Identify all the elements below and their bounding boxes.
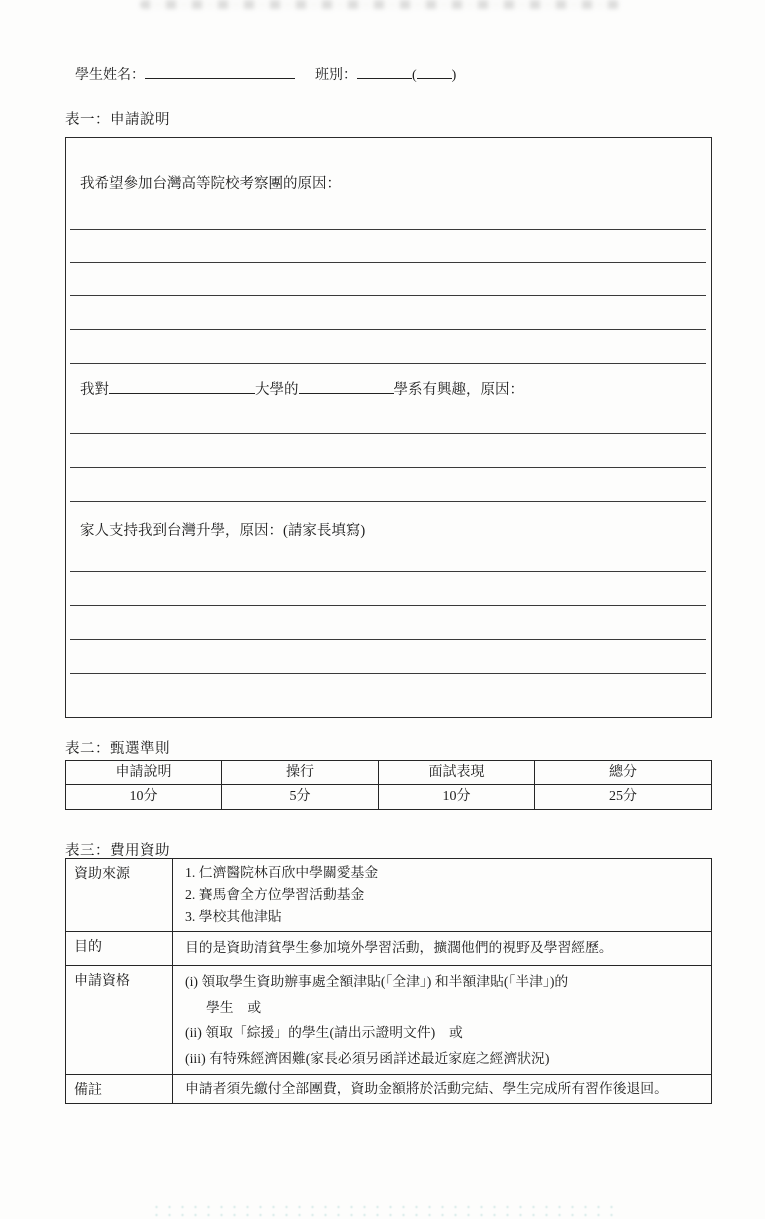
criteria-header-interview: 面試表現 — [379, 761, 535, 785]
eligibility-line: (ii) 領取「綜援」的學生(請出示證明文件) 或 — [185, 1025, 463, 1040]
student-name-blank — [145, 64, 295, 79]
selection-criteria-table — [65, 760, 712, 810]
row-purpose — [66, 932, 711, 966]
funding-source-item: 3. 學校其他津貼 — [185, 909, 282, 924]
prompt-family-support: 家人支持我到台灣升學，原因：(請家長填寫) — [80, 523, 366, 539]
writing-line — [70, 262, 706, 263]
scan-artifact-top — [140, 0, 620, 9]
class-number-blank — [417, 64, 452, 79]
writing-line — [70, 501, 706, 502]
criteria-value-conduct: 5分 — [222, 785, 379, 809]
writing-line — [70, 295, 706, 296]
eligibility-line: (i) 領取學生資助辦事處全額津貼(「全津」) 和半額津貼(「半津」)的 — [185, 974, 569, 989]
row-funding-source — [66, 859, 711, 932]
prompt-interest — [80, 378, 524, 399]
writing-line — [70, 571, 706, 572]
purpose-label: 目的 — [66, 932, 173, 965]
writing-line — [70, 363, 706, 364]
eligibility-line: (iii) 有特殊經濟困難(家長必須另函詳述最近家庭之經濟狀況) — [185, 1050, 550, 1066]
table3-title: 表三：費用資助 — [65, 843, 170, 859]
criteria-value-application: 10分 — [66, 785, 222, 809]
writing-line — [70, 329, 706, 330]
student-name-field — [75, 64, 295, 84]
writing-line — [70, 229, 706, 230]
class-paren-open: ( — [412, 68, 417, 83]
table2-title: 表二：甄選準則 — [65, 741, 170, 757]
writing-line — [70, 639, 706, 640]
prompt-interest-mid: 大學的 — [255, 382, 299, 398]
prompt-interest-suffix: 學系有興趣，原因： — [393, 382, 524, 398]
criteria-value-interview: 10分 — [379, 785, 535, 809]
criteria-header-conduct: 操行 — [222, 761, 379, 785]
class-label: 班別： — [315, 68, 357, 83]
funding-source-label: 資助來源 — [66, 859, 173, 931]
writing-line — [70, 433, 706, 434]
row-eligibility — [66, 966, 711, 1075]
class-field — [315, 64, 456, 84]
eligibility-line: 學生 或 — [206, 999, 262, 1015]
criteria-header-application: 申請說明 — [66, 761, 222, 785]
table1-title: 表一：申請說明 — [65, 112, 170, 128]
purpose-text: 目的是資助清貧學生參加境外學習活動，擴濶他們的視野及學習經歷。 — [185, 940, 613, 955]
funding-source-item: 1. 仁濟醫院林百欣中學關愛基金 — [185, 865, 379, 880]
class-blank — [357, 64, 412, 79]
prompt-tour-reason: 我希望參加台灣高等院校考察團的原因： — [80, 176, 341, 192]
writing-line — [70, 673, 706, 674]
row-remarks — [66, 1075, 711, 1103]
eligibility-content — [173, 966, 711, 1074]
application-statement-box — [65, 137, 712, 718]
remarks-text: 申請者須先繳付全部團費，資助金額將於活動完結、學生完成所有習作後退回。 — [185, 1081, 668, 1096]
writing-line — [70, 605, 706, 606]
remarks-label: 備註 — [66, 1075, 173, 1103]
criteria-value-total: 25分 — [609, 789, 637, 804]
scan-artifact-bottom — [150, 1203, 620, 1217]
interest-university-blank — [109, 379, 255, 395]
criteria-header-total: 總分 — [535, 761, 711, 785]
funding-source-content — [173, 859, 711, 931]
class-paren-close: ) — [451, 68, 457, 83]
interest-department-blank — [299, 379, 394, 395]
prompt-interest-prefix: 我對 — [80, 382, 109, 398]
funding-source-item: 2. 賽馬會全方位學習活動基金 — [185, 887, 365, 902]
fee-subsidy-table — [65, 858, 712, 1104]
student-name-label: 學生姓名： — [75, 68, 145, 83]
writing-line — [70, 467, 706, 468]
eligibility-label: 申請資格 — [66, 966, 173, 1074]
